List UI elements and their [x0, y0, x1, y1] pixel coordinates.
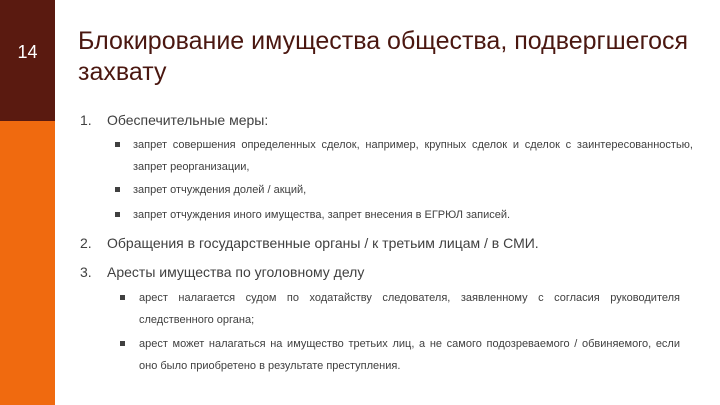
bullet-text: запрет отчуждения долей / акций, — [133, 184, 307, 196]
bullet-text: арест может налагаться на имущество третьих лиц, а не самого подозреваемого / обвиняемого, если оно было приобретено в результате преступления. — [139, 338, 680, 372]
sidebar-accent-bar — [0, 121, 55, 405]
list-item-text: Обеспечительные меры: — [107, 112, 269, 128]
square-bullet-icon — [115, 212, 120, 217]
square-bullet-icon — [120, 341, 125, 346]
bullet-text: арест налагается судом по ходатайству следователя, заявленному с согласия руководителя следственного органа; — [139, 292, 680, 326]
list-item-text: Обращения в государственные органы / к третьим лицам / в СМИ. — [107, 235, 539, 251]
bullet-text: запрет совершения определенных сделок, например, крупных сделок и сделок с заинтересованностью, запрет реорганизации, — [133, 139, 693, 173]
list-item-number: 3. — [80, 264, 92, 280]
list-item-text: Аресты имущества по уголовному делу — [107, 264, 365, 280]
slide-title: Блокирование имущества общества, подвергшегося захвату — [78, 27, 689, 86]
list-item-number: 2. — [80, 235, 92, 251]
slide-number: 14 — [17, 42, 38, 62]
bullet-text: запрет отчуждения иного имущества, запрет внесения в ЕГРЮЛ записей. — [133, 209, 511, 221]
square-bullet-icon — [115, 187, 120, 192]
square-bullet-icon — [115, 142, 120, 147]
list-item-number: 1. — [80, 112, 92, 128]
square-bullet-icon — [120, 295, 125, 300]
